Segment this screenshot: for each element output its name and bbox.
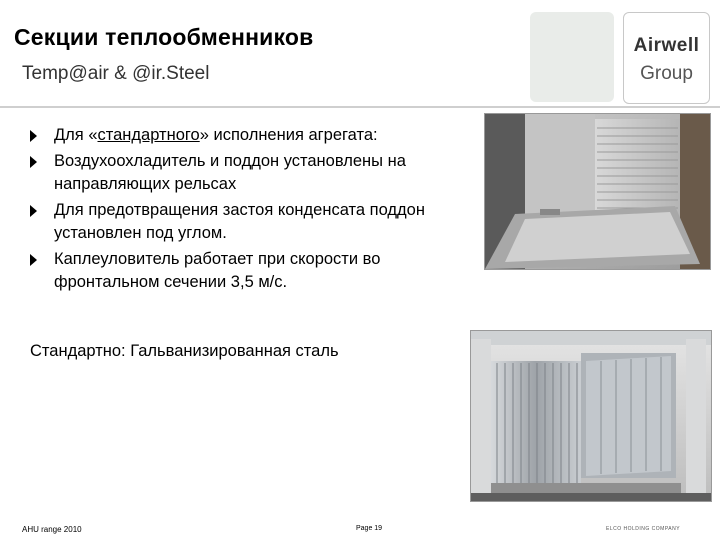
bullet-item bbox=[30, 199, 470, 245]
bullet-text-post: » исполнения агрегата: bbox=[199, 126, 378, 144]
header-divider bbox=[0, 106, 720, 108]
bullet-triangle-icon bbox=[30, 156, 37, 168]
bullet-list bbox=[30, 124, 470, 297]
bullet-text: Каплеуловитель работает при скорости во фронтальном сечении 3,5 м/с. bbox=[54, 250, 381, 291]
footer-range: AHU range 2010 bbox=[22, 525, 82, 534]
airwell-logo bbox=[623, 12, 710, 104]
bullet-item bbox=[30, 248, 470, 294]
bullet-item bbox=[30, 150, 470, 196]
page-subtitle: Temp@air & @ir.Steel bbox=[22, 63, 210, 84]
page-number: Page 19 bbox=[356, 525, 383, 532]
bullet-triangle-icon bbox=[30, 130, 37, 142]
bullet-item bbox=[30, 124, 470, 147]
bullet-triangle-icon bbox=[30, 205, 37, 217]
galvanized-coil-photo bbox=[470, 330, 712, 502]
bullet-text: Воздухоохладитель и поддон установлены на направляющих рельсах bbox=[54, 152, 406, 193]
bullet-triangle-icon bbox=[30, 254, 37, 266]
footer-company: ELCO HOLDING COMPANY bbox=[606, 526, 681, 532]
page-title: Секции теплообменников bbox=[14, 24, 314, 50]
logo-group: Group bbox=[640, 63, 693, 84]
standard-material-note: Стандартно: Гальванизированная сталь bbox=[30, 342, 339, 360]
bullet-text-underlined: стандартного bbox=[97, 126, 200, 144]
logo-name: Airwell bbox=[633, 35, 700, 56]
bullet-text: Для предотвращения застоя конденсата поддон установлен под углом. bbox=[54, 201, 425, 242]
bullet-text-pre: Для « bbox=[54, 126, 98, 144]
logo-backdrop bbox=[530, 12, 614, 102]
drain-pan-photo bbox=[484, 113, 711, 270]
